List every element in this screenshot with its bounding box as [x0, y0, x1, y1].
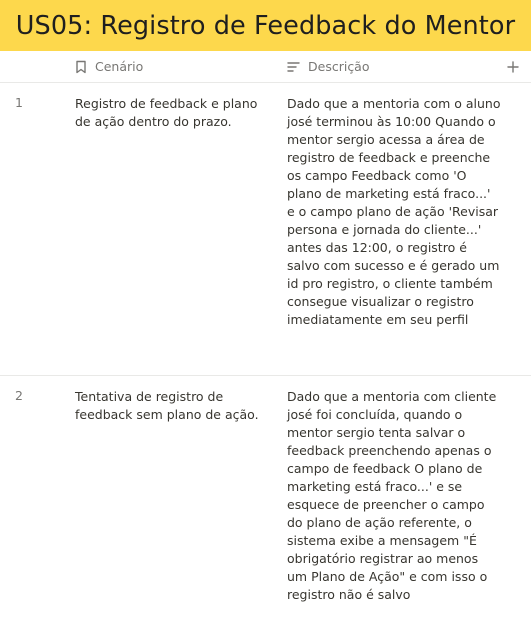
column-header-descricao[interactable]: [287, 51, 370, 82]
text-lines-icon: [287, 61, 300, 73]
cell-cenario[interactable]: Registro de feedback e plano de ação dentro do prazo.: [75, 96, 258, 129]
table-row[interactable]: [0, 376, 531, 627]
bookmark-icon: [75, 60, 87, 74]
table-row[interactable]: [0, 83, 531, 376]
cell-descricao[interactable]: Dado que a mentoria com o aluno josé terminou às 10:00 Quando o mentor sergio acessa a área de registro de feedback e preenche os campo Feedback como 'O plano de marketing está fraco...' e o campo plano de ação 'Revisar persona e jornada do cliente...' antes das 12:00, o registro é salvo com sucesso e é gerado um id pro registro, o cliente também consegue visualizar o registro imediatamente em seu perfil: [287, 96, 501, 327]
page-title: US05: Registro de Feedback do Mentor: [15, 10, 516, 41]
cell-cenario[interactable]: Tentativa de registro de feedback sem plano de ação.: [75, 389, 259, 422]
add-column-button[interactable]: [507, 51, 519, 82]
column-header-cenario[interactable]: [75, 51, 143, 82]
page-title-bar: [0, 0, 531, 51]
row-number: 2: [15, 388, 23, 403]
cell-descricao[interactable]: Dado que a mentoria com cliente josé foi concluída, quando o mentor sergio tenta salvar o feedback preenchendo apenas o campo de feedback O plano de marketing está fraco...' e se esquece de preencher o campo do plano de ação referente, o sistema exibe a mensagem "É obrigatório registrar ao menos um Plano de Ação" e com isso o registro não é salvo: [287, 389, 497, 602]
table-header: [0, 51, 531, 83]
plus-icon: [507, 61, 519, 73]
column-header-label: Descrição: [308, 59, 370, 74]
column-header-label: Cenário: [95, 59, 144, 74]
row-number: 1: [15, 95, 23, 110]
